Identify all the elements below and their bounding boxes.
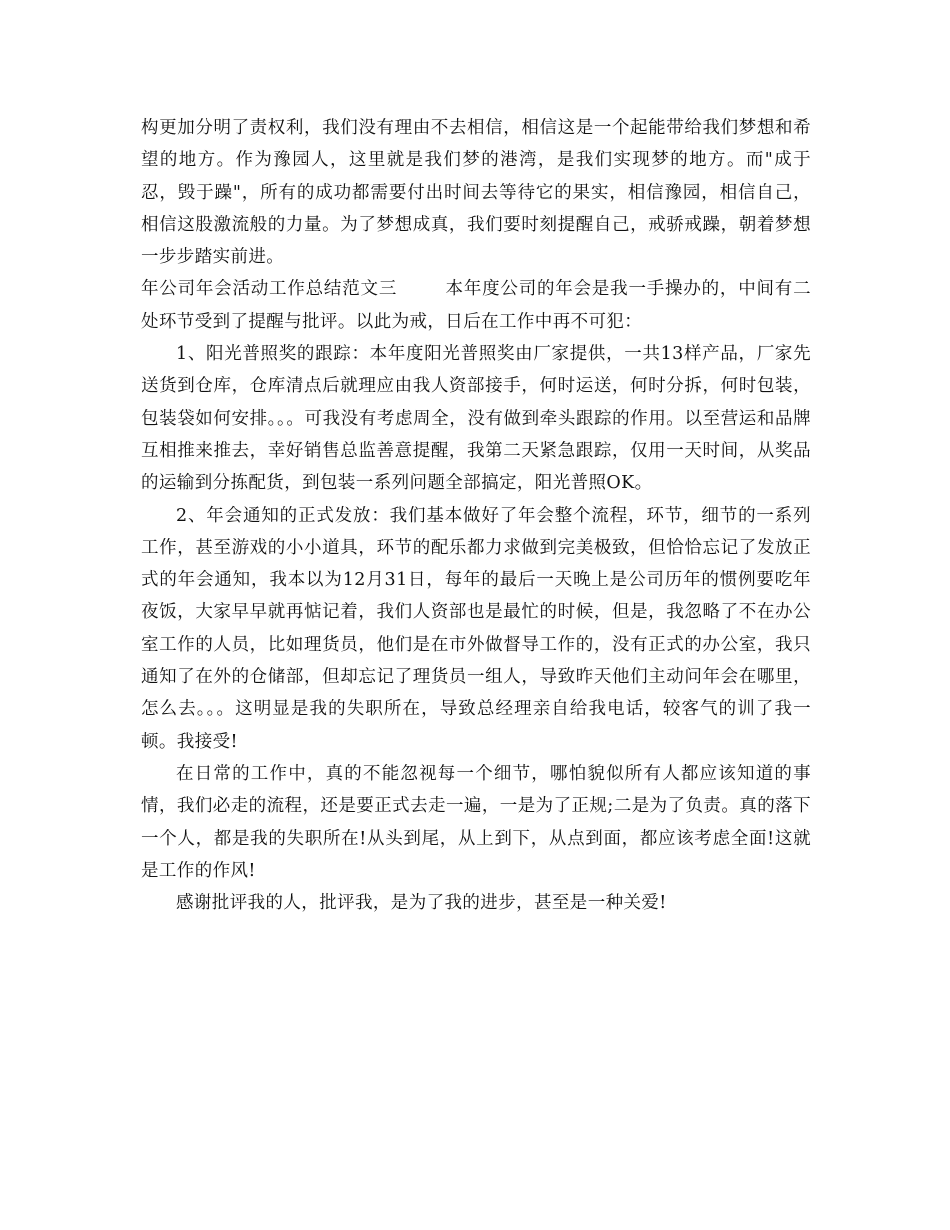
paragraph-5-text: 在日常的工作中，真的不能忽视每一个细节，哪怕貌似所有人都应该知道的事情，我们必走的流程，还是要正式去走一遍，一是为了正规;二是为了负责。真的落下一个人，都是我的失职所在!从头到尾，从上到下，从点到面，都应该考虑全面!这就是工作的作风! — [141, 763, 811, 881]
section-heading: 年公司年会活动工作总结范文三 — [141, 279, 398, 300]
document-body — [141, 112, 811, 919]
paragraph-2-text: 本年度公司的年会是我一手操办的，中间有二处环节受到了提醒与批评。以此为戒，日后在工作中再不可犯： — [141, 279, 812, 332]
paragraph-1 — [141, 112, 811, 273]
paragraph-4-text: 2、年会通知的正式发放：我们基本做好了年会整个流程，环节，细节的一系列工作，甚至游戏的小小道具，环节的配乐都力求做到完美极致，但恰恰忘记了发放正式的年会通知，我本以为12月31日，每年的最后一天晚上是公司历年的惯例要吃年夜饭，大家早早就再惦记着，我们人资部也是最忙的时候，但是，我忽略了不在办公室工作的人员，比如理货员，他们是在市外做督导工作的，没有正式的办公室，我只通知了在外的仓储部，但却忘记了理货员一组人，导致昨天他们主动问年会在哪里，怎么去。。。这明显是我的失职所在，导致总经理亲自给我电话，较客气的训了我一顿。我接受! — [141, 505, 811, 752]
paragraph-6-text: 感谢批评我的人，批评我，是为了我的进步，甚至是一种关爱! — [176, 893, 667, 914]
paragraph-3-text: 1、阳光普照奖的跟踪：本年度阳光普照奖由厂家提供，一共13样产品，厂家先送货到仓库，仓库清点后就理应由我人资部接手，何时运送，何时分拆，何时包装，包装袋如何安排。。。可我没有考虑周全，没有做到牵头跟踪的作用。以至营运和品牌互相推来推去，幸好销售总监善意提醒，我第二天紧急跟踪，仅用一天时间，从奖品的运输到分拣配货，到包装一系列问题全部搞定，阳光普照OK。 — [141, 344, 811, 494]
paragraph-3 — [141, 338, 811, 499]
paragraph-2 — [141, 273, 811, 338]
paragraph-4 — [141, 500, 811, 758]
paragraph-5 — [141, 758, 811, 887]
paragraph-6 — [141, 887, 811, 919]
paragraph-1-text: 构更加分明了责权利，我们没有理由不去相信，相信这是一个起能带给我们梦想和希望的地方。作为豫园人，这里就是我们梦的港湾，是我们实现梦的地方。而"成于忍，毁于躁"，所有的成功都需要付出时间去等待它的果实，相信豫园，相信自己，相信这股激流般的力量。为了梦想成真，我们要时刻提醒自己，戒骄戒躁，朝着梦想一步步踏实前进。 — [141, 118, 811, 268]
